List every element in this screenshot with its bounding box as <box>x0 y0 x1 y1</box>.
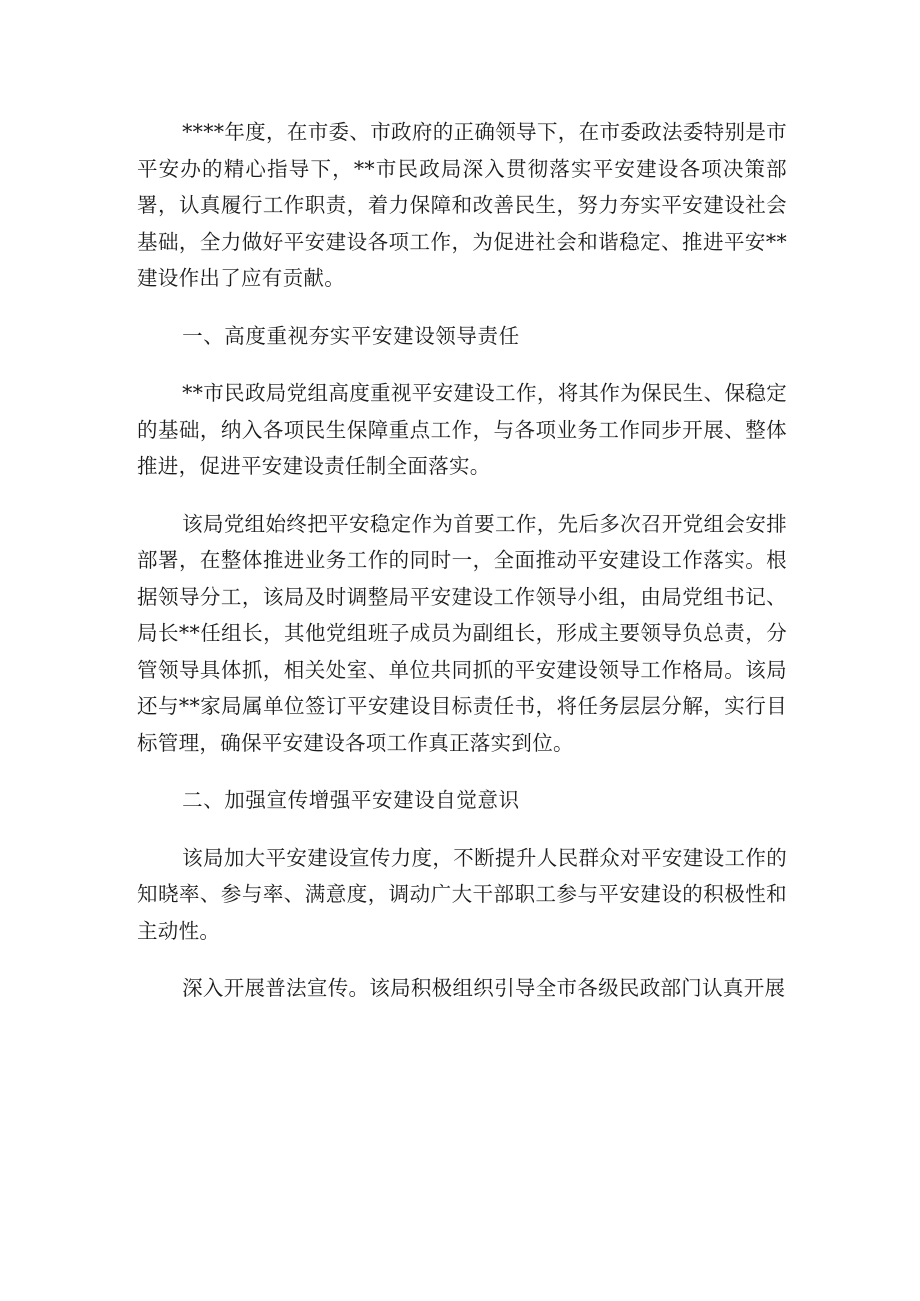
section-heading-2: 二、加强宣传增强平安建设自觉意识 <box>182 788 520 812</box>
section-1-paragraph-2: 该局党组始终把平安稳定作为首要工作，先后多次召开党组会安排部署，在整体推进业务工作的同时一，全面推动平安建设工作落实。根据领导分工，该局及时调整局平安建设工作领导小组，由局党组书记、局长**任组长，其他党组班子成员为副组长，形成主要领导负总责，分管领导具体抓，相关处室、单位共同抓的平安建设领导工作格局。该局还与**家局属单位签订平安建设目标责任书，将任务层层分解，实行目标管理，确保平安建设各项工作真正落实到位。 <box>137 511 787 755</box>
section-2-paragraph-1: 该局加大平安建设宣传力度，不断提升人民群众对平安建设工作的知晓率、参与率、满意度，调动广大干部职工参与平安建设的积极性和主动性。 <box>137 845 787 943</box>
section-2-paragraph-2: 深入开展普法宣传。该局积极组织引导全市各级民政部门认真开展 <box>182 976 786 1000</box>
section-heading-1: 一、高度重视夯实平安建设领导责任 <box>182 323 520 348</box>
section-1-paragraph-1: **市民政局党组高度重视平安建设工作，将其作为保民生、保稳定的基础，纳入各项民生保障重点工作，与各项业务工作同步开展、整体推进，促进平安建设责任制全面落实。 <box>137 381 787 478</box>
document-page <box>137 114 787 1007</box>
intro-paragraph: ****年度，在市委、市政府的正确领导下，在市委政法委特别是市平安办的精心指导下，**市民政局深入贯彻落实平安建设各项决策部署，认真履行工作职责，着力保障和改善民生，努力夯实平安建设社会基础，全力做好平安建设各项工作，为促进社会和谐稳定、推进平安**建设作出了应有贡献。 <box>137 120 787 290</box>
